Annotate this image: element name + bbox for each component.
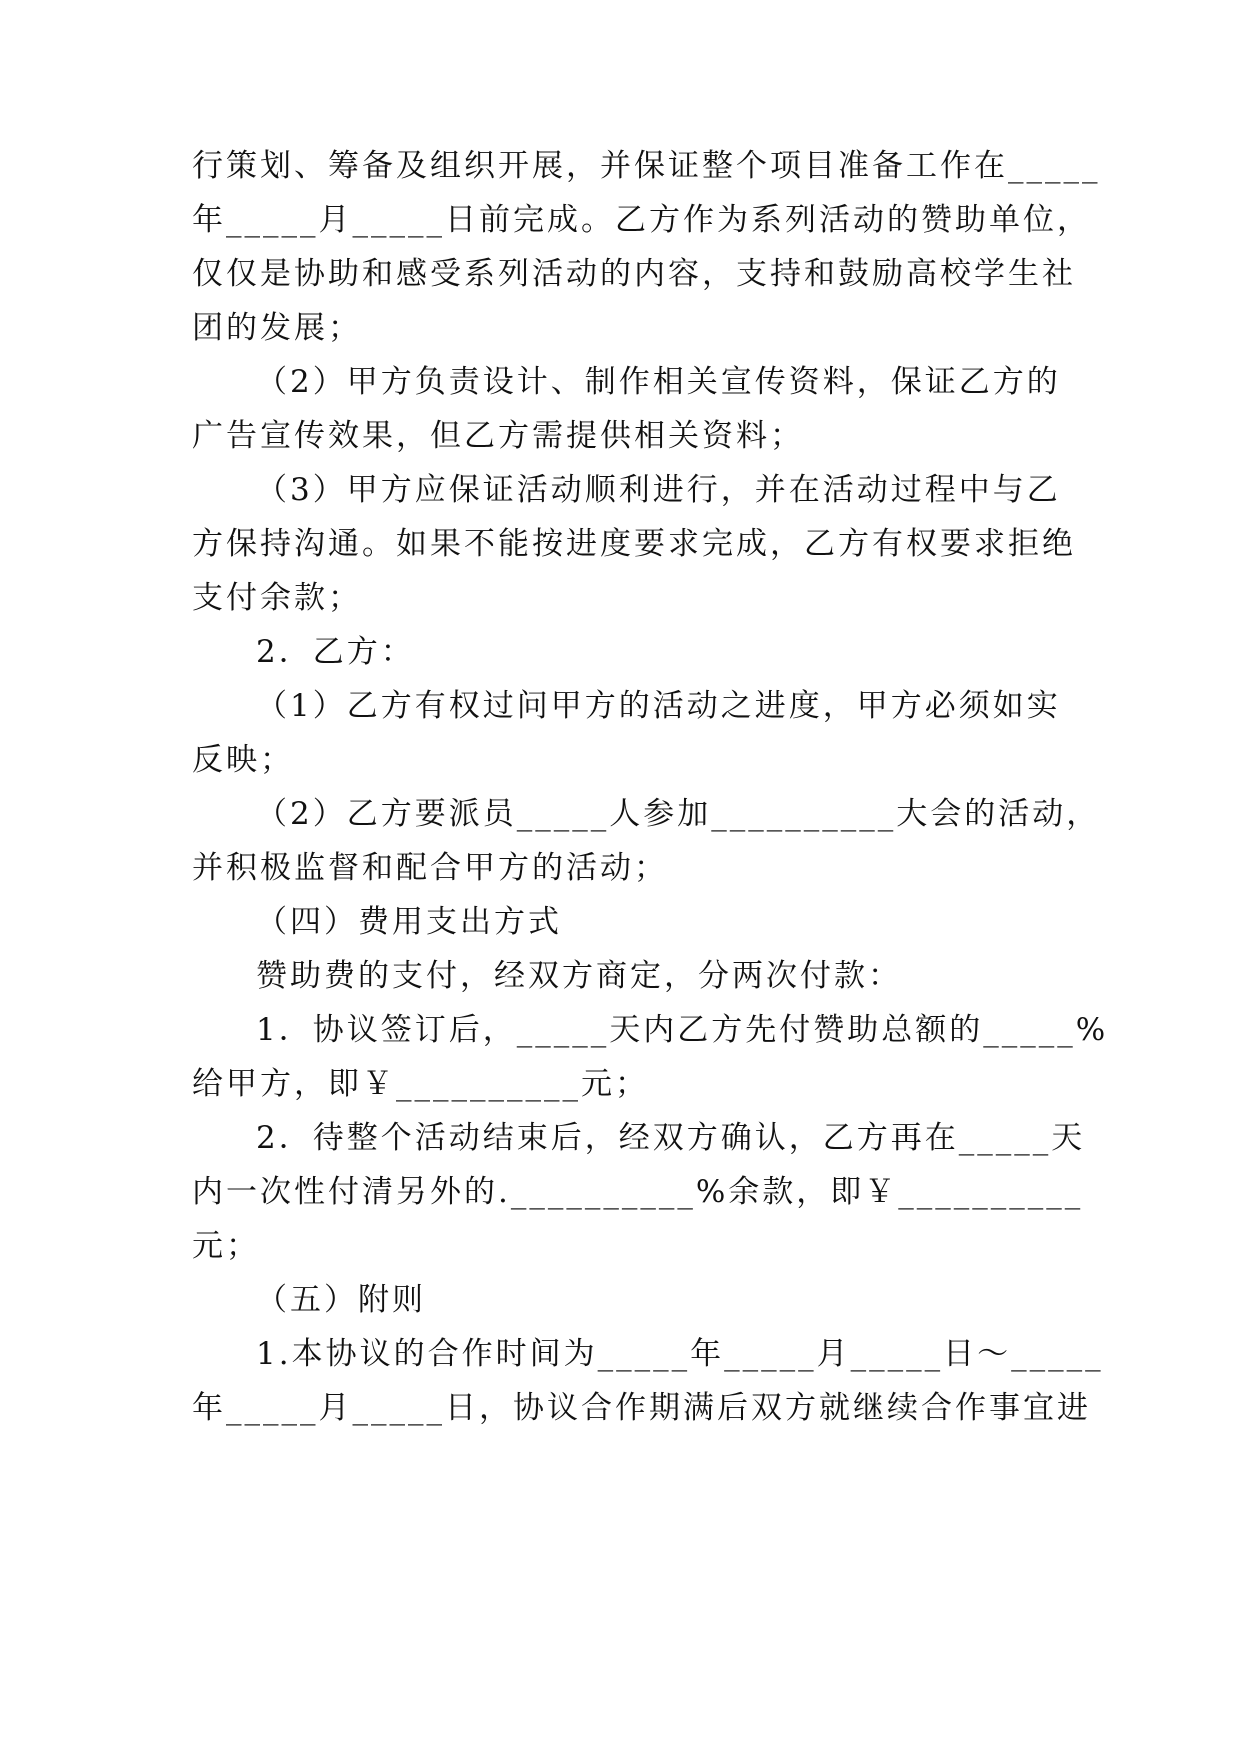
text-line: 团的发展； [192,310,362,346]
text-line: 行策划、筹备及组织开展，并保证整个项目准备工作在_____ [192,148,1101,184]
text-line: 仅仅是协助和感受系列活动的内容，支持和鼓励高校学生社 [192,256,1076,292]
text-line: （2）乙方要派员_____人参加__________大会的活动， [256,796,1101,832]
text-line: 给甲方，即￥__________元； [192,1066,649,1102]
text-line: 广告宣传效果，但乙方需提供相关资料； [192,418,804,454]
section-heading: （五）附则 [256,1282,426,1318]
text-line: （1）乙方有权过问甲方的活动之进度，甲方必须如实 [256,688,1061,724]
text-line: 内一次性付清另外的.__________%余款，即￥__________ [192,1174,1084,1210]
text-line: 方保持沟通。如果不能按进度要求完成，乙方有权要求拒绝 [192,526,1076,562]
text-line: （2）甲方负责设计、制作相关宣传资料，保证乙方的 [256,364,1061,400]
text-line: 支付余款； [192,580,362,616]
section-heading: （四）费用支出方式 [256,904,562,940]
text-line: 1．协议签订后，_____天内乙方先付赞助总额的_____% [256,1012,1109,1048]
text-line: 元； [192,1228,260,1264]
text-line: 年_____月_____日前完成。乙方作为系列活动的赞助单位， [192,202,1091,238]
text-line: 年_____月_____日，协议合作期满后双方就继续合作事宜进 [192,1390,1091,1426]
text-line: 2．待整个活动结束后，经双方确认，乙方再在_____天 [256,1120,1086,1156]
text-line: （3）甲方应保证活动顺利进行，并在活动过程中与乙 [256,472,1061,508]
text-line: 反映； [192,742,294,778]
text-line: 赞助费的支付，经双方商定，分两次付款： [256,958,902,994]
text-line: 2．乙方： [256,634,415,670]
text-line: 1.本协议的合作时间为_____年_____月_____日～_____ [256,1336,1104,1372]
text-line: 并积极监督和配合甲方的活动； [192,850,668,886]
